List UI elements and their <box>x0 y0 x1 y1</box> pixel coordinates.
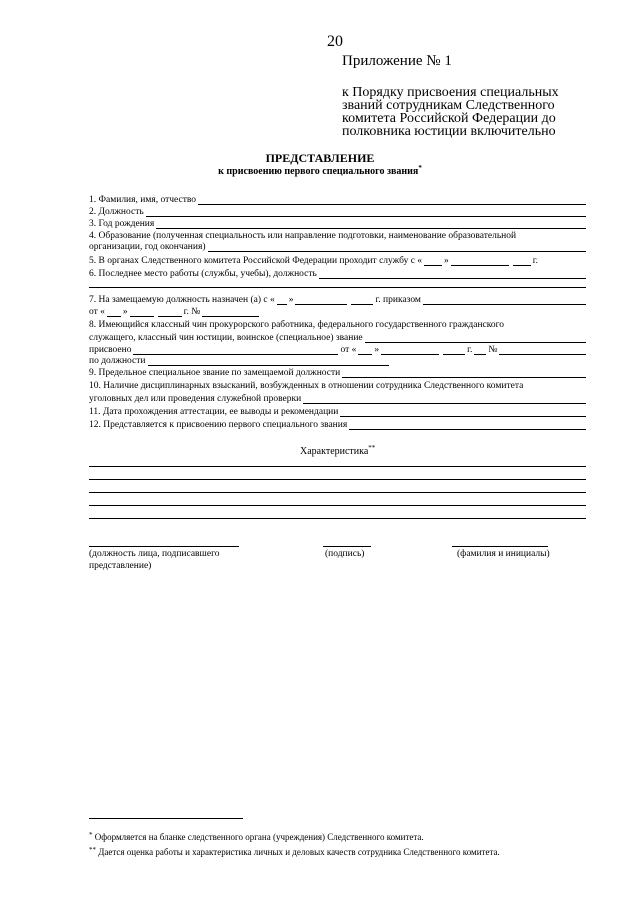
field-last-workplace <box>89 267 586 279</box>
field-label: от « <box>89 307 105 317</box>
signature-position-caption: (должность лица, подписавшего представление) <box>89 549 220 571</box>
field-label: служащего, классный чин юстиции, воинское (специальное) звание <box>89 333 363 343</box>
month-input[interactable] <box>295 296 347 305</box>
footnote-1 <box>89 832 424 842</box>
field-rank-label: 8. Имеющийся классный чин прокурорского работника, федерального государственного гражданского <box>89 320 505 330</box>
footnote-ref-1: * <box>418 164 422 172</box>
field-label: 12. Представляется к присвоению первого специального звания <box>89 420 348 430</box>
number-label: № <box>488 345 498 355</box>
number-input[interactable] <box>499 346 586 355</box>
signature-name-caption: (фамилия и инициалы) <box>457 549 550 559</box>
field-birth-year <box>89 217 586 229</box>
footnote-text: Оформляется на бланке следственного органа (учреждения) Следственного комитета. <box>94 832 424 842</box>
field-education-label: 4. Образование (полученная специальность или направление подготовки, наименование образовательной <box>89 231 517 241</box>
input-line[interactable] <box>349 421 586 430</box>
year-suffix: г. <box>532 256 538 266</box>
form-subtitle <box>0 166 640 177</box>
day-input[interactable] <box>107 308 121 317</box>
field-label: 5. В органах Следственного комитета Российской Федерации проходит службу с « <box>89 256 423 266</box>
footnote-text: Дается оценка работы и характеристика личных и деловых качеств сотрудника Следственного комитета. <box>98 847 500 857</box>
characteristic-line[interactable] <box>89 518 586 519</box>
month-input[interactable] <box>130 308 154 317</box>
day-input[interactable] <box>424 257 442 266</box>
appendix-text: к Порядку присвоения специальных званий сотрудникам Следственного комитета Российской Федерации до полковника юстиции включительно <box>342 85 559 139</box>
input-line[interactable] <box>303 395 586 404</box>
field-full-name <box>89 193 586 205</box>
page-number: 20 <box>327 33 343 50</box>
input-line[interactable] <box>340 408 586 417</box>
input-line[interactable] <box>146 208 586 217</box>
field-education <box>89 240 586 252</box>
order-input[interactable] <box>423 296 586 305</box>
year-input[interactable] <box>351 296 373 305</box>
field-label: 2. Должность <box>89 207 144 217</box>
month-input[interactable] <box>381 346 439 355</box>
year-input[interactable] <box>443 346 465 355</box>
field-order-date <box>89 305 259 317</box>
year-suffix: г. <box>467 345 473 355</box>
year-input[interactable] <box>158 308 182 317</box>
field-max-rank <box>89 366 586 378</box>
quote-mark: » <box>288 295 294 305</box>
field-label: 7. На замещаемую должность назначен (а) с « <box>89 295 275 305</box>
blank-line[interactable] <box>89 287 586 288</box>
order-number-input[interactable] <box>202 308 259 317</box>
field-label: 3. Год рождения <box>89 219 155 229</box>
month-input[interactable] <box>451 257 509 266</box>
field-first-rank <box>89 418 586 430</box>
field-rank-position <box>89 354 389 366</box>
field-label: 6. Последнее место работы (службы, учебы), должность <box>89 269 317 279</box>
characteristic-heading <box>300 446 375 457</box>
from-label: от « <box>340 345 357 355</box>
input-line[interactable] <box>208 243 586 252</box>
input-line[interactable] <box>319 270 586 279</box>
field-certification <box>89 405 586 417</box>
field-label: организации, год окончания) <box>89 242 206 252</box>
year-suffix: г. приказом <box>375 295 421 305</box>
field-label: присвоено <box>89 345 132 355</box>
field-appointment <box>89 293 586 305</box>
input-line[interactable] <box>198 196 586 205</box>
input-line[interactable] <box>365 334 586 343</box>
form-title: ПРЕДСТАВЛЕНИЕ <box>265 151 375 165</box>
input-line[interactable] <box>156 220 586 229</box>
footnote-mark: * <box>89 831 93 839</box>
field-rank <box>89 331 586 343</box>
field-label: 1. Фамилия, имя, отчество <box>89 195 197 205</box>
form-subtitle-text: к присвоению первого специального звания <box>218 166 419 177</box>
order-number-label: г. № <box>183 307 201 317</box>
characteristic-line[interactable] <box>89 492 586 493</box>
field-label: 9. Предельное специальное звание по замещаемой должности <box>89 368 341 378</box>
spacer-line <box>474 346 486 355</box>
footnote-separator <box>89 818 243 819</box>
field-position <box>89 205 586 217</box>
year-input[interactable] <box>513 257 531 266</box>
footnote-ref-2: ** <box>368 444 376 452</box>
characteristic-line[interactable] <box>89 479 586 480</box>
quote-mark: » <box>444 256 449 266</box>
footnote-2 <box>89 847 500 857</box>
field-label: по должности <box>89 356 146 366</box>
appendix-title: Приложение № 1 <box>342 53 452 69</box>
input-line[interactable] <box>148 357 390 366</box>
field-service-start <box>89 254 586 266</box>
characteristic-label: Характеристика <box>300 446 369 457</box>
input-line[interactable] <box>342 369 586 378</box>
field-disciplinary-label: 10. Наличие дисциплинарных взысканий, возбужденных в отношении сотрудника Следственного комитета <box>89 381 524 391</box>
characteristic-line[interactable] <box>89 466 586 467</box>
day-input[interactable] <box>277 296 287 305</box>
signature-line[interactable] <box>323 546 371 547</box>
position-signature-line[interactable] <box>89 546 239 547</box>
field-disciplinary <box>89 392 586 404</box>
name-signature-line[interactable] <box>452 546 548 547</box>
footnote-mark: ** <box>89 846 96 854</box>
characteristic-line[interactable] <box>89 505 586 506</box>
quote-mark: » <box>122 307 128 317</box>
quote-mark: » <box>374 345 380 355</box>
signature-caption: (подпись) <box>325 549 365 559</box>
field-label: уголовных дел или проведения служебной проверки <box>89 394 302 404</box>
field-label: 11. Дата прохождения аттестации, ее выводы и рекомендации <box>89 407 339 417</box>
